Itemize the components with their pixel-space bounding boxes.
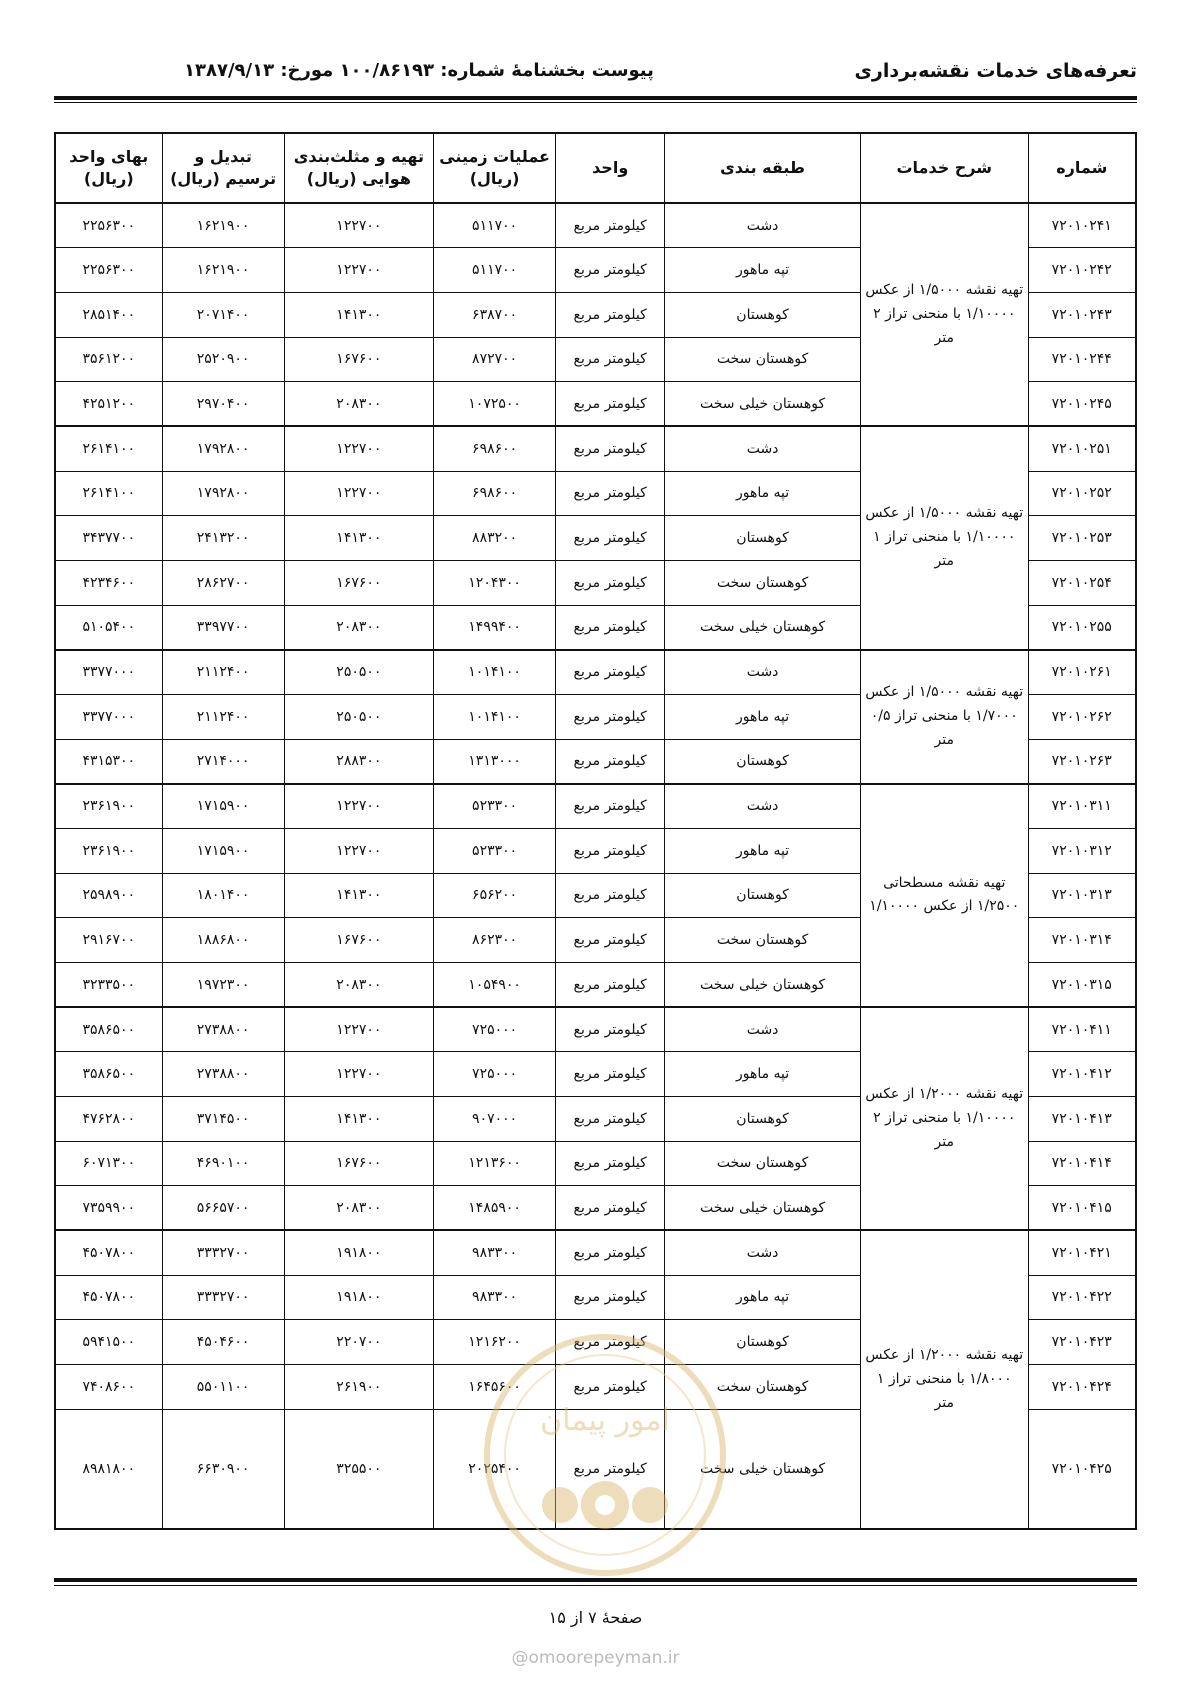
cell-unit-price: ۴۲۵۱۲۰۰ bbox=[55, 382, 162, 427]
cell-aerial: ۲۲۰۷۰۰ bbox=[284, 1320, 433, 1365]
cell-code: ۷۲۰۱۰۲۴۱ bbox=[1028, 203, 1136, 248]
cell-code: ۷۲۰۱۰۳۱۱ bbox=[1028, 784, 1136, 829]
cell-unit: کیلومتر مربع bbox=[556, 337, 665, 382]
col-header-ground: عملیات زمینی (ریال) bbox=[434, 133, 556, 203]
cell-drawing: ۱۷۹۲۸۰۰ bbox=[162, 426, 284, 471]
document-title: تعرفه‌های خدمات نقشه‌برداری bbox=[854, 60, 1137, 82]
cell-aerial: ۱۲۲۷۰۰ bbox=[284, 828, 433, 873]
cell-description: تهیه نقشه ۱/۵۰۰۰ از عکس ۱/۷۰۰۰ با منحنی تراز ۰/۵ متر bbox=[860, 650, 1028, 784]
header-rule-thin bbox=[54, 102, 1137, 103]
cell-category: کوهستان bbox=[665, 1320, 861, 1365]
cell-drawing: ۱۶۲۱۹۰۰ bbox=[162, 248, 284, 293]
cell-drawing: ۱۶۲۱۹۰۰ bbox=[162, 203, 284, 248]
cell-ground: ۱۰۱۴۱۰۰ bbox=[434, 694, 556, 739]
cell-drawing: ۵۶۶۵۷۰۰ bbox=[162, 1186, 284, 1231]
cell-unit: کیلومتر مربع bbox=[556, 516, 665, 561]
cell-unit-price: ۵۹۴۱۵۰۰ bbox=[55, 1320, 162, 1365]
cell-unit-price: ۷۳۵۹۹۰۰ bbox=[55, 1186, 162, 1231]
table-row bbox=[55, 1007, 1136, 1052]
cell-unit-price: ۲۳۶۱۹۰۰ bbox=[55, 784, 162, 829]
cell-code: ۷۲۰۱۰۳۱۳ bbox=[1028, 873, 1136, 918]
cell-unit-price: ۴۵۰۷۸۰۰ bbox=[55, 1275, 162, 1320]
cell-drawing: ۳۳۳۲۷۰۰ bbox=[162, 1275, 284, 1320]
cell-unit-price: ۳۵۶۱۲۰۰ bbox=[55, 337, 162, 382]
cell-unit: کیلومتر مربع bbox=[556, 1096, 665, 1141]
cell-unit: کیلومتر مربع bbox=[556, 918, 665, 963]
col-header-description: شرح خدمات bbox=[860, 133, 1028, 203]
cell-unit: کیلومتر مربع bbox=[556, 426, 665, 471]
cell-drawing: ۲۱۱۲۴۰۰ bbox=[162, 650, 284, 695]
cell-unit-price: ۴۲۳۴۶۰۰ bbox=[55, 560, 162, 605]
cell-ground: ۵۲۳۳۰۰ bbox=[434, 828, 556, 873]
cell-aerial: ۱۲۲۷۰۰ bbox=[284, 471, 433, 516]
table-row bbox=[55, 650, 1136, 695]
cell-code: ۷۲۰۱۰۲۵۵ bbox=[1028, 605, 1136, 650]
cell-unit: کیلومتر مربع bbox=[556, 248, 665, 293]
cell-aerial: ۱۶۷۶۰۰ bbox=[284, 560, 433, 605]
cell-ground: ۱۲۱۶۲۰۰ bbox=[434, 1320, 556, 1365]
cell-unit: کیلومتر مربع bbox=[556, 1275, 665, 1320]
cell-code: ۷۲۰۱۰۴۱۱ bbox=[1028, 1007, 1136, 1052]
cell-description: تهیه نقشه ۱/۲۰۰۰ از عکس ۱/۱۰۰۰۰ با منحنی تراز ۲ متر bbox=[860, 1007, 1028, 1230]
cell-aerial: ۱۹۱۸۰۰ bbox=[284, 1230, 433, 1275]
cell-drawing: ۲۱۱۲۴۰۰ bbox=[162, 694, 284, 739]
cell-code: ۷۲۰۱۰۴۲۳ bbox=[1028, 1320, 1136, 1365]
cell-category: کوهستان سخت bbox=[665, 337, 861, 382]
cell-drawing: ۲۷۳۸۸۰۰ bbox=[162, 1007, 284, 1052]
cell-unit: کیلومتر مربع bbox=[556, 650, 665, 695]
cell-aerial: ۲۰۸۳۰۰ bbox=[284, 962, 433, 1007]
cell-aerial: ۲۵۰۵۰۰ bbox=[284, 694, 433, 739]
cell-description: تهیه نقشه مسطحاتی ۱/۲۵۰۰ از عکس ۱/۱۰۰۰۰ bbox=[860, 784, 1028, 1007]
cell-drawing: ۶۶۳۰۹۰۰ bbox=[162, 1409, 284, 1529]
website-watermark: @omoorepeyman.ir bbox=[511, 1648, 680, 1668]
cell-unit: کیلومتر مربع bbox=[556, 560, 665, 605]
cell-code: ۷۲۰۱۰۲۶۱ bbox=[1028, 650, 1136, 695]
cell-ground: ۶۳۸۷۰۰ bbox=[434, 292, 556, 337]
cell-drawing: ۱۸۰۱۴۰۰ bbox=[162, 873, 284, 918]
cell-drawing: ۱۷۱۵۹۰۰ bbox=[162, 784, 284, 829]
cell-unit-price: ۴۳۱۵۳۰۰ bbox=[55, 739, 162, 784]
cell-code: ۷۲۰۱۰۲۴۳ bbox=[1028, 292, 1136, 337]
cell-drawing: ۱۸۸۶۸۰۰ bbox=[162, 918, 284, 963]
cell-code: ۷۲۰۱۰۴۱۵ bbox=[1028, 1186, 1136, 1231]
cell-code: ۷۲۰۱۰۴۲۵ bbox=[1028, 1409, 1136, 1529]
cell-code: ۷۲۰۱۰۴۲۴ bbox=[1028, 1364, 1136, 1409]
cell-drawing: ۳۳۹۷۷۰۰ bbox=[162, 605, 284, 650]
cell-code: ۷۲۰۱۰۲۴۴ bbox=[1028, 337, 1136, 382]
cell-category: تپه ماهور bbox=[665, 1052, 861, 1097]
cell-unit: کیلومتر مربع bbox=[556, 471, 665, 516]
cell-category: کوهستان سخت bbox=[665, 1141, 861, 1186]
cell-unit: کیلومتر مربع bbox=[556, 203, 665, 248]
cell-ground: ۶۹۸۶۰۰ bbox=[434, 471, 556, 516]
cell-drawing: ۲۴۱۳۲۰۰ bbox=[162, 516, 284, 561]
cell-category: کوهستان خیلی سخت bbox=[665, 1409, 861, 1529]
footer-rule bbox=[54, 1578, 1137, 1582]
cell-ground: ۸۸۳۲۰۰ bbox=[434, 516, 556, 561]
table-row bbox=[55, 203, 1136, 248]
cell-unit: کیلومتر مربع bbox=[556, 382, 665, 427]
cell-code: ۷۲۰۱۰۲۵۴ bbox=[1028, 560, 1136, 605]
cell-ground: ۹۸۳۳۰۰ bbox=[434, 1275, 556, 1320]
cell-unit-price: ۴۵۰۷۸۰۰ bbox=[55, 1230, 162, 1275]
cell-ground: ۱۰۵۴۹۰۰ bbox=[434, 962, 556, 1007]
cell-aerial: ۱۶۷۶۰۰ bbox=[284, 337, 433, 382]
cell-category: تپه ماهور bbox=[665, 248, 861, 293]
cell-ground: ۸۷۲۷۰۰ bbox=[434, 337, 556, 382]
cell-code: ۷۲۰۱۰۳۱۵ bbox=[1028, 962, 1136, 1007]
cell-unit-price: ۷۴۰۸۶۰۰ bbox=[55, 1364, 162, 1409]
cell-ground: ۱۶۴۵۶۰۰ bbox=[434, 1364, 556, 1409]
cell-aerial: ۱۶۷۶۰۰ bbox=[284, 918, 433, 963]
cell-unit: کیلومتر مربع bbox=[556, 784, 665, 829]
cell-unit-price: ۳۳۷۷۰۰۰ bbox=[55, 694, 162, 739]
cell-category: تپه ماهور bbox=[665, 828, 861, 873]
cell-drawing: ۴۵۰۴۶۰۰ bbox=[162, 1320, 284, 1365]
cell-unit-price: ۲۹۱۶۷۰۰ bbox=[55, 918, 162, 963]
cell-description: تهیه نقشه ۱/۲۰۰۰ از عکس ۱/۸۰۰۰ با منحنی تراز ۱ متر bbox=[860, 1230, 1028, 1529]
cell-ground: ۱۳۱۳۰۰۰ bbox=[434, 739, 556, 784]
cell-unit-price: ۲۲۵۶۳۰۰ bbox=[55, 203, 162, 248]
cell-drawing: ۴۶۹۰۱۰۰ bbox=[162, 1141, 284, 1186]
watermark-text: امور پیمان bbox=[540, 1403, 670, 1438]
cell-ground: ۱۴۹۹۴۰۰ bbox=[434, 605, 556, 650]
cell-drawing: ۲۸۶۲۷۰۰ bbox=[162, 560, 284, 605]
cell-ground: ۱۰۱۴۱۰۰ bbox=[434, 650, 556, 695]
cell-code: ۷۲۰۱۰۲۴۵ bbox=[1028, 382, 1136, 427]
cell-unit-price: ۲۲۵۶۳۰۰ bbox=[55, 248, 162, 293]
cell-code: ۷۲۰۱۰۲۵۱ bbox=[1028, 426, 1136, 471]
cell-code: ۷۲۰۱۰۲۵۳ bbox=[1028, 516, 1136, 561]
cell-drawing: ۳۷۱۴۵۰۰ bbox=[162, 1096, 284, 1141]
cell-ground: ۷۲۵۰۰۰ bbox=[434, 1052, 556, 1097]
cell-drawing: ۲۹۷۰۴۰۰ bbox=[162, 382, 284, 427]
col-header-unit: واحد bbox=[556, 133, 665, 203]
cell-category: دشت bbox=[665, 784, 861, 829]
cell-unit-price: ۳۳۷۷۰۰۰ bbox=[55, 650, 162, 695]
cell-code: ۷۲۰۱۰۳۱۲ bbox=[1028, 828, 1136, 873]
omoor-peyman-watermark-logo bbox=[480, 1330, 730, 1580]
cell-code: ۷۲۰۱۰۴۲۱ bbox=[1028, 1230, 1136, 1275]
cell-category: تپه ماهور bbox=[665, 1275, 861, 1320]
cell-unit: کیلومتر مربع bbox=[556, 1364, 665, 1409]
header-rule bbox=[54, 96, 1137, 100]
cell-unit: کیلومتر مربع bbox=[556, 962, 665, 1007]
cell-code: ۷۲۰۱۰۴۱۳ bbox=[1028, 1096, 1136, 1141]
cell-drawing: ۲۰۷۱۴۰۰ bbox=[162, 292, 284, 337]
cell-unit-price: ۲۸۵۱۴۰۰ bbox=[55, 292, 162, 337]
cell-unit: کیلومتر مربع bbox=[556, 1186, 665, 1231]
cell-aerial: ۱۲۲۷۰۰ bbox=[284, 1052, 433, 1097]
cell-aerial: ۳۲۵۵۰۰ bbox=[284, 1409, 433, 1529]
cell-drawing: ۱۷۱۵۹۰۰ bbox=[162, 828, 284, 873]
col-header-unit-price: بهای واحد (ریال) bbox=[55, 133, 162, 203]
cell-ground: ۶۵۶۲۰۰ bbox=[434, 873, 556, 918]
cell-ground: ۲۰۲۵۴۰۰ bbox=[434, 1409, 556, 1529]
cell-category: کوهستان خیلی سخت bbox=[665, 962, 861, 1007]
cell-aerial: ۱۴۱۳۰۰ bbox=[284, 516, 433, 561]
cell-drawing: ۵۵۰۱۱۰۰ bbox=[162, 1364, 284, 1409]
cell-ground: ۸۶۲۳۰۰ bbox=[434, 918, 556, 963]
cell-ground: ۹۰۷۰۰۰ bbox=[434, 1096, 556, 1141]
cell-unit: کیلومتر مربع bbox=[556, 1007, 665, 1052]
cell-unit: کیلومتر مربع bbox=[556, 1230, 665, 1275]
cell-aerial: ۱۲۲۷۰۰ bbox=[284, 1007, 433, 1052]
cell-category: کوهستان سخت bbox=[665, 1364, 861, 1409]
cell-unit: کیلومتر مربع bbox=[556, 739, 665, 784]
cell-aerial: ۲۰۸۳۰۰ bbox=[284, 1186, 433, 1231]
table-row bbox=[55, 426, 1136, 471]
cell-code: ۷۲۰۱۰۲۵۲ bbox=[1028, 471, 1136, 516]
cell-unit-price: ۳۵۸۶۵۰۰ bbox=[55, 1052, 162, 1097]
cell-category: دشت bbox=[665, 650, 861, 695]
cell-aerial: ۱۶۷۶۰۰ bbox=[284, 1141, 433, 1186]
cell-category: دشت bbox=[665, 1007, 861, 1052]
cell-unit: کیلومتر مربع bbox=[556, 873, 665, 918]
table-row bbox=[55, 1230, 1136, 1275]
cell-aerial: ۲۵۰۵۰۰ bbox=[284, 650, 433, 695]
cell-code: ۷۲۰۱۰۲۶۲ bbox=[1028, 694, 1136, 739]
cell-unit: کیلومتر مربع bbox=[556, 828, 665, 873]
cell-drawing: ۲۷۳۸۸۰۰ bbox=[162, 1052, 284, 1097]
cell-aerial: ۱۴۱۳۰۰ bbox=[284, 1096, 433, 1141]
cell-drawing: ۲۵۲۰۹۰۰ bbox=[162, 337, 284, 382]
cell-aerial: ۲۸۸۳۰۰ bbox=[284, 739, 433, 784]
cell-ground: ۵۱۱۷۰۰ bbox=[434, 203, 556, 248]
cell-category: کوهستان bbox=[665, 873, 861, 918]
cell-ground: ۷۲۵۰۰۰ bbox=[434, 1007, 556, 1052]
cell-unit-price: ۳۲۳۳۵۰۰ bbox=[55, 962, 162, 1007]
cell-drawing: ۱۹۷۲۳۰۰ bbox=[162, 962, 284, 1007]
cell-category: تپه ماهور bbox=[665, 471, 861, 516]
cell-ground: ۵۱۱۷۰۰ bbox=[434, 248, 556, 293]
cell-unit-price: ۴۷۶۲۸۰۰ bbox=[55, 1096, 162, 1141]
cell-category: کوهستان سخت bbox=[665, 560, 861, 605]
cell-unit-price: ۲۵۹۸۹۰۰ bbox=[55, 873, 162, 918]
page-header bbox=[54, 60, 1137, 90]
cell-category: دشت bbox=[665, 1230, 861, 1275]
cell-aerial: ۱۴۱۳۰۰ bbox=[284, 873, 433, 918]
cell-unit: کیلومتر مربع bbox=[556, 1409, 665, 1529]
cell-description: تهیه نقشه ۱/۵۰۰۰ از عکس ۱/۱۰۰۰۰ با منحنی تراز ۲ متر bbox=[860, 203, 1028, 426]
cell-ground: ۵۲۳۳۰۰ bbox=[434, 784, 556, 829]
cell-unit: کیلومتر مربع bbox=[556, 292, 665, 337]
cell-code: ۷۲۰۱۰۴۱۴ bbox=[1028, 1141, 1136, 1186]
cell-unit: کیلومتر مربع bbox=[556, 1141, 665, 1186]
cell-category: کوهستان خیلی سخت bbox=[665, 605, 861, 650]
cell-aerial: ۱۴۱۳۰۰ bbox=[284, 292, 433, 337]
cell-category: کوهستان bbox=[665, 739, 861, 784]
cell-unit-price: ۸۹۸۱۸۰۰ bbox=[55, 1409, 162, 1529]
footer-rule-thin bbox=[54, 1585, 1137, 1586]
cell-unit-price: ۵۱۰۵۴۰۰ bbox=[55, 605, 162, 650]
cell-unit: کیلومتر مربع bbox=[556, 1052, 665, 1097]
col-header-drawing: تبدیل و ترسیم (ریال) bbox=[162, 133, 284, 203]
cell-code: ۷۲۰۱۰۲۴۲ bbox=[1028, 248, 1136, 293]
cell-unit: کیلومتر مربع bbox=[556, 605, 665, 650]
cell-category: کوهستان خیلی سخت bbox=[665, 1186, 861, 1231]
cell-drawing: ۱۷۹۲۸۰۰ bbox=[162, 471, 284, 516]
cell-unit-price: ۲۶۱۴۱۰۰ bbox=[55, 426, 162, 471]
cell-ground: ۱۴۸۵۹۰۰ bbox=[434, 1186, 556, 1231]
cell-code: ۷۲۰۱۰۲۶۳ bbox=[1028, 739, 1136, 784]
cell-aerial: ۲۰۸۳۰۰ bbox=[284, 605, 433, 650]
cell-ground: ۱۰۷۲۵۰۰ bbox=[434, 382, 556, 427]
cell-unit-price: ۳۴۳۷۷۰۰ bbox=[55, 516, 162, 561]
cell-category: کوهستان سخت bbox=[665, 918, 861, 963]
cell-category: دشت bbox=[665, 203, 861, 248]
cell-code: ۷۲۰۱۰۴۲۲ bbox=[1028, 1275, 1136, 1320]
cell-ground: ۶۹۸۶۰۰ bbox=[434, 426, 556, 471]
cell-ground: ۹۸۳۳۰۰ bbox=[434, 1230, 556, 1275]
cell-aerial: ۱۲۲۷۰۰ bbox=[284, 426, 433, 471]
cell-code: ۷۲۰۱۰۳۱۴ bbox=[1028, 918, 1136, 963]
col-header-code: شماره bbox=[1028, 133, 1136, 203]
cell-unit-price: ۳۵۸۶۵۰۰ bbox=[55, 1007, 162, 1052]
circular-reference: پیوست بخشنامهٔ شماره: ۱۰۰/۸۶۱۹۳ مورخ: ۱۳۸۷/۹/۱۳ bbox=[184, 60, 654, 81]
cell-category: کوهستان bbox=[665, 292, 861, 337]
cell-unit: کیلومتر مربع bbox=[556, 1320, 665, 1365]
cell-ground: ۱۲۰۴۳۰۰ bbox=[434, 560, 556, 605]
cell-code: ۷۲۰۱۰۴۱۲ bbox=[1028, 1052, 1136, 1097]
cell-category: کوهستان bbox=[665, 516, 861, 561]
cell-aerial: ۱۲۲۷۰۰ bbox=[284, 248, 433, 293]
cell-drawing: ۳۳۳۲۷۰۰ bbox=[162, 1230, 284, 1275]
cell-aerial: ۲۰۸۳۰۰ bbox=[284, 382, 433, 427]
cell-category: کوهستان خیلی سخت bbox=[665, 382, 861, 427]
cell-unit-price: ۲۳۶۱۹۰۰ bbox=[55, 828, 162, 873]
page-number: صفحهٔ ۷ از ۱۵ bbox=[548, 1608, 643, 1627]
cell-aerial: ۱۹۱۸۰۰ bbox=[284, 1275, 433, 1320]
cell-category: تپه ماهور bbox=[665, 694, 861, 739]
col-header-category: طبقه بندی bbox=[665, 133, 861, 203]
cell-aerial: ۱۲۲۷۰۰ bbox=[284, 784, 433, 829]
cell-aerial: ۱۲۲۷۰۰ bbox=[284, 203, 433, 248]
cell-unit-price: ۶۰۷۱۳۰۰ bbox=[55, 1141, 162, 1186]
cell-aerial: ۲۶۱۹۰۰ bbox=[284, 1364, 433, 1409]
cell-unit-price: ۲۶۱۴۱۰۰ bbox=[55, 471, 162, 516]
cell-category: دشت bbox=[665, 426, 861, 471]
cell-ground: ۱۲۱۳۶۰۰ bbox=[434, 1141, 556, 1186]
cell-description: تهیه نقشه ۱/۵۰۰۰ از عکس ۱/۱۰۰۰۰ با منحنی تراز ۱ متر bbox=[860, 426, 1028, 649]
cell-drawing: ۲۷۱۴۰۰۰ bbox=[162, 739, 284, 784]
tariff-table bbox=[54, 132, 1137, 1530]
cell-category: کوهستان bbox=[665, 1096, 861, 1141]
table-header-row bbox=[55, 133, 1136, 203]
col-header-aerial: تهیه و مثلث‌بندی هوایی (ریال) bbox=[284, 133, 433, 203]
cell-unit: کیلومتر مربع bbox=[556, 694, 665, 739]
table-row bbox=[55, 784, 1136, 829]
